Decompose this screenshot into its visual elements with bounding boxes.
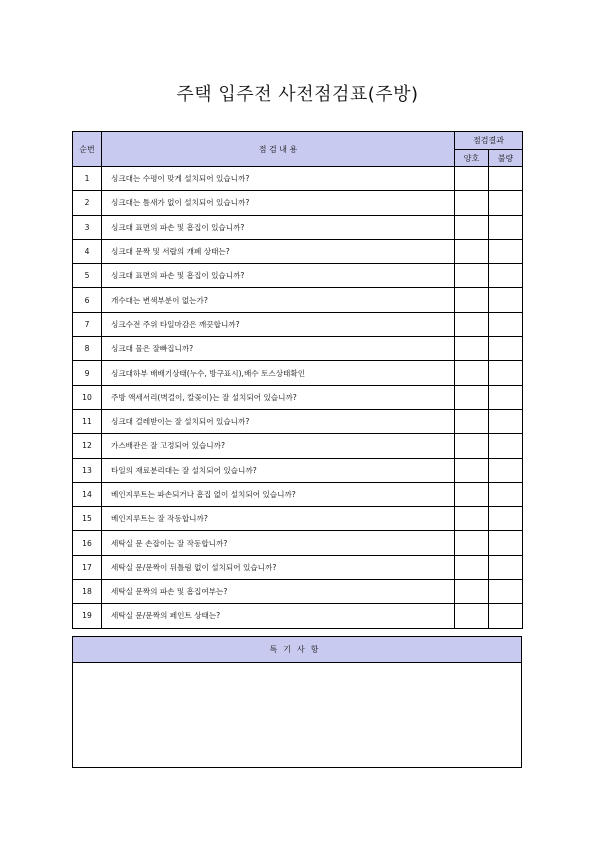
result-good-cell[interactable]	[455, 167, 489, 191]
row-item-text: 세탁실 문/문짝이 뒤틀림 없이 설치되어 있습니까?	[102, 555, 455, 579]
row-item-text: 싱크대는 틈새가 없이 설치되어 있습니까?	[102, 191, 455, 215]
row-item-text: 싱크대 걸레받이는 잘 설치되어 있습니까?	[102, 409, 455, 433]
result-bad-cell[interactable]	[489, 215, 523, 239]
notes-table	[72, 636, 522, 768]
result-bad-cell[interactable]	[489, 482, 523, 506]
table-row	[73, 361, 523, 385]
result-good-cell[interactable]	[455, 458, 489, 482]
table-row	[73, 409, 523, 433]
row-number: 2	[73, 191, 102, 215]
result-bad-cell[interactable]	[489, 604, 523, 628]
result-bad-cell[interactable]	[489, 239, 523, 263]
header-bad: 불량	[489, 150, 523, 167]
table-row	[73, 385, 523, 409]
row-number: 12	[73, 434, 102, 458]
result-bad-cell[interactable]	[489, 385, 523, 409]
result-bad-cell[interactable]	[489, 191, 523, 215]
result-good-cell[interactable]	[455, 555, 489, 579]
row-number: 1	[73, 167, 102, 191]
result-good-cell[interactable]	[455, 337, 489, 361]
page-title: 주택 입주전 사전점검표(주방)	[176, 84, 419, 105]
result-good-cell[interactable]	[455, 409, 489, 433]
result-bad-cell[interactable]	[489, 167, 523, 191]
table-row	[73, 580, 523, 604]
row-item-text: 세탁실 문짝의 파손 및 흠집여부는?	[102, 580, 455, 604]
result-bad-cell[interactable]	[489, 507, 523, 531]
result-good-cell[interactable]	[455, 288, 489, 312]
result-bad-cell[interactable]	[489, 434, 523, 458]
result-bad-cell[interactable]	[489, 337, 523, 361]
result-good-cell[interactable]	[455, 385, 489, 409]
row-number: 4	[73, 239, 102, 263]
table-row	[73, 167, 523, 191]
table-row	[73, 482, 523, 506]
row-item-text: 베인지루트는 잘 작동합니까?	[102, 507, 455, 531]
row-number: 5	[73, 264, 102, 288]
result-good-cell[interactable]	[455, 191, 489, 215]
row-number: 10	[73, 385, 102, 409]
row-number: 6	[73, 288, 102, 312]
row-item-text: 베인지루트는 파손되거나 흠집 없이 설치되어 있습니까?	[102, 482, 455, 506]
table-row	[73, 337, 523, 361]
table-row	[73, 531, 523, 555]
row-item-text: 세탁실 문/문짝의 페인트 상태는?	[102, 604, 455, 628]
row-item-text: 주방 액세서리(벽걸이, 칼꽂이)는 잘 설치되어 있습니까?	[102, 385, 455, 409]
row-number: 8	[73, 337, 102, 361]
notes-body[interactable]	[73, 663, 522, 768]
row-number: 13	[73, 458, 102, 482]
result-bad-cell[interactable]	[489, 312, 523, 336]
row-item-text: 싱크대하부 배배기상태(누수, 방구표시),배수 토스상태확인	[102, 361, 455, 385]
result-bad-cell[interactable]	[489, 458, 523, 482]
notes-heading: 특기사항	[73, 637, 522, 663]
row-item-text: 타일의 재료분리대는 잘 설치되어 있습니까?	[102, 458, 455, 482]
header-number: 순번	[73, 132, 102, 167]
row-number: 16	[73, 531, 102, 555]
result-bad-cell[interactable]	[489, 288, 523, 312]
inspection-table	[72, 131, 523, 629]
row-number: 11	[73, 409, 102, 433]
result-bad-cell[interactable]	[489, 555, 523, 579]
inspection-rows	[73, 167, 523, 629]
table-row	[73, 458, 523, 482]
table-row	[73, 604, 523, 628]
result-good-cell[interactable]	[455, 239, 489, 263]
result-bad-cell[interactable]	[489, 361, 523, 385]
result-good-cell[interactable]	[455, 604, 489, 628]
result-good-cell[interactable]	[455, 264, 489, 288]
row-item-text: 싱크대는 수평이 맞게 설치되어 있습니까?	[102, 167, 455, 191]
table-row	[73, 507, 523, 531]
row-number: 14	[73, 482, 102, 506]
result-good-cell[interactable]	[455, 507, 489, 531]
table-row	[73, 434, 523, 458]
result-good-cell[interactable]	[455, 580, 489, 604]
row-item-text: 세탁실 문 손잡이는 잘 작동합니까?	[102, 531, 455, 555]
result-bad-cell[interactable]	[489, 264, 523, 288]
table-row	[73, 215, 523, 239]
row-number: 19	[73, 604, 102, 628]
table-row	[73, 264, 523, 288]
result-good-cell[interactable]	[455, 215, 489, 239]
row-item-text: 개수대는 변색부분이 없는가?	[102, 288, 455, 312]
result-good-cell[interactable]	[455, 361, 489, 385]
table-row	[73, 239, 523, 263]
row-number: 18	[73, 580, 102, 604]
row-item-text: 가스배관은 잘 고정되어 있습니까?	[102, 434, 455, 458]
result-good-cell[interactable]	[455, 482, 489, 506]
row-item-text: 싱크수전 주위 타일마감은 깨끗합니까?	[102, 312, 455, 336]
result-good-cell[interactable]	[455, 434, 489, 458]
result-bad-cell[interactable]	[489, 580, 523, 604]
table-row	[73, 288, 523, 312]
row-item-text: 싱크대 표면의 파손 및 흠집이 있습니까?	[102, 215, 455, 239]
row-item-text: 싱크대 물은 잘빠집니까?	[102, 337, 455, 361]
result-bad-cell[interactable]	[489, 409, 523, 433]
row-number: 9	[73, 361, 102, 385]
header-good: 양호	[455, 150, 489, 167]
result-good-cell[interactable]	[455, 312, 489, 336]
row-number: 7	[73, 312, 102, 336]
row-item-text: 싱크대 표면의 파손 및 흠집이 있습니까?	[102, 264, 455, 288]
table-row	[73, 191, 523, 215]
header-inspection-item: 점 검 내 용	[102, 132, 455, 167]
row-number: 17	[73, 555, 102, 579]
row-number: 3	[73, 215, 102, 239]
table-row	[73, 555, 523, 579]
result-good-cell[interactable]	[455, 531, 489, 555]
table-row	[73, 312, 523, 336]
row-item-text: 싱크대 문짝 및 서랍의 개폐 상태는?	[102, 239, 455, 263]
header-result: 점검결과	[455, 132, 523, 150]
result-bad-cell[interactable]	[489, 531, 523, 555]
row-number: 15	[73, 507, 102, 531]
